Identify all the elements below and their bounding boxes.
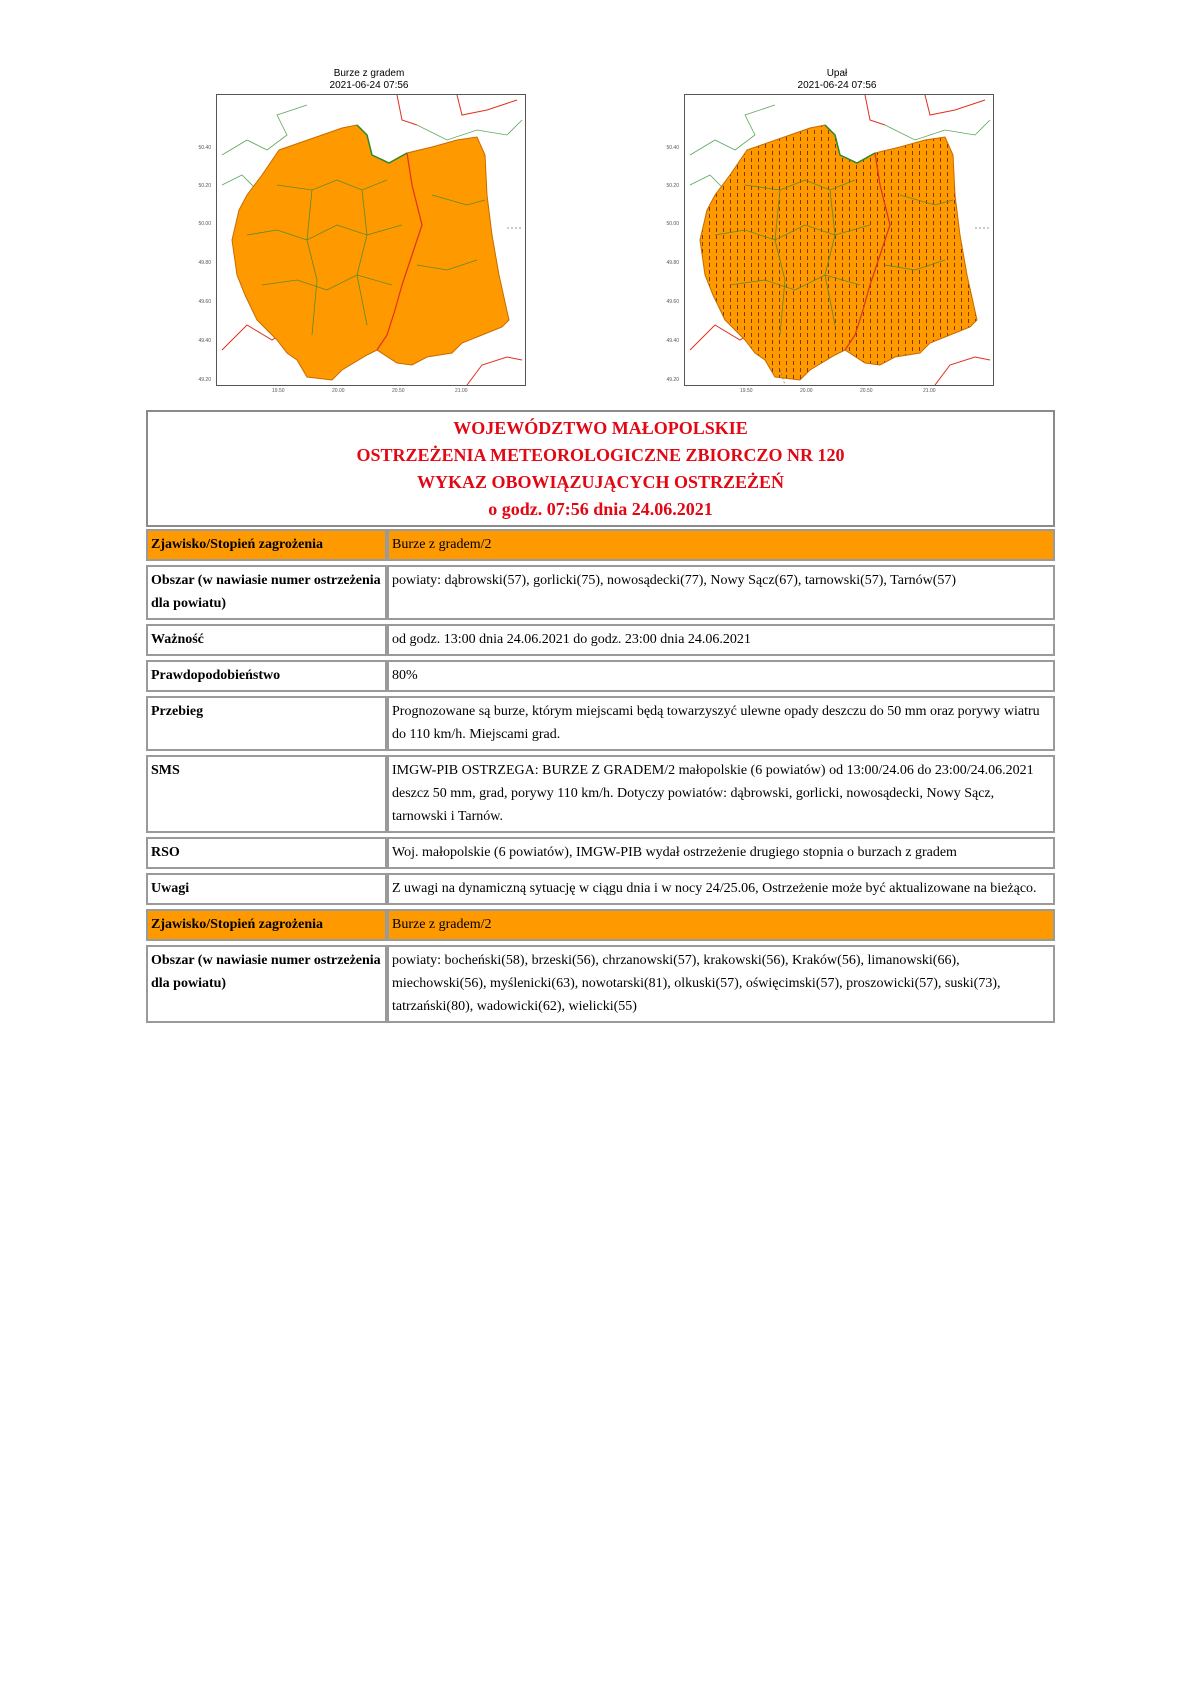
table-row xyxy=(146,755,1055,833)
row-value: Burze z gradem/2 xyxy=(387,529,1055,561)
row-value: powiaty: dąbrowski(57), gorlicki(75), nowosądecki(77), Nowy Sącz(67), tarnowski(57), Tarnów(57) xyxy=(387,565,1055,620)
y-tick: 49.40 xyxy=(198,338,211,344)
row-label: RSO xyxy=(146,837,387,869)
row-label: SMS xyxy=(146,755,387,833)
table-row xyxy=(146,837,1055,869)
row-value: Prognozowane są burze, którym miejscami będą towarzyszyć ulewne opady deszczu do 50 mm oraz porywy wiatru do 110 km/h. Miejscami grad. xyxy=(387,696,1055,751)
report-header xyxy=(146,410,1055,527)
row-label: Obszar (w nawiasie numer ostrzeżenia dla powiatu) xyxy=(146,565,387,620)
y-tick: 49.60 xyxy=(666,299,679,305)
map-frame xyxy=(198,94,526,394)
table-row xyxy=(146,945,1055,1023)
x-tick: 20.50 xyxy=(392,388,405,394)
row-value: IMGW-PIB OSTRZEGA: BURZE Z GRADEM/2 małopolskie (6 powiatów) od 13:00/24.06 do 23:00/24.06.2021 deszcz 50 mm, grad, porywy 110 km/h. Dotyczy powiatów: dąbrowski, gorlicki, nowosądecki, Nowy Sącz, tarnowski i Tarnów. xyxy=(387,755,1055,833)
row-value: od godz. 13:00 dnia 24.06.2021 do godz. 23:00 dnia 24.06.2021 xyxy=(387,624,1055,656)
y-tick: 49.20 xyxy=(666,377,679,383)
y-tick: 50.40 xyxy=(198,145,211,151)
table-row xyxy=(146,696,1055,751)
x-tick: 19.50 xyxy=(272,388,285,394)
y-tick: 50.00 xyxy=(198,221,211,227)
map-upal xyxy=(666,68,1002,394)
header-title: OSTRZEŻENIA METEOROLOGICZNE ZBIORCZO NR 120 xyxy=(356,445,845,465)
row-value: Burze z gradem/2 xyxy=(387,909,1055,941)
region-map xyxy=(217,95,525,385)
x-tick: 19.50 xyxy=(740,388,753,394)
table-row xyxy=(146,873,1055,905)
row-label: Zjawisko/Stopień zagrożenia xyxy=(146,529,387,561)
region-map xyxy=(685,95,993,385)
map-burze-z-gradem xyxy=(198,68,534,394)
table-row xyxy=(146,565,1055,620)
row-label: Obszar (w nawiasie numer ostrzeżenia dla powiatu) xyxy=(146,945,387,1023)
warning-report xyxy=(146,410,1055,1027)
row-label: Zjawisko/Stopień zagrożenia xyxy=(146,909,387,941)
map-timestamp: 2021-06-24 07:56 xyxy=(329,80,409,91)
x-tick: 21.00 xyxy=(455,388,468,394)
y-tick: 49.80 xyxy=(666,260,679,266)
row-label: Uwagi xyxy=(146,873,387,905)
header-datetime: o godz. 07:56 dnia 24.06.2021 xyxy=(488,499,713,519)
header-region: WOJEWÓDZTWO MAŁOPOLSKIE xyxy=(453,418,748,438)
y-tick: 50.40 xyxy=(666,145,679,151)
map-title: Burze z gradem xyxy=(333,68,405,79)
table-row xyxy=(146,909,1055,941)
table-row xyxy=(146,660,1055,692)
table-row xyxy=(146,529,1055,561)
row-value: powiaty: bocheński(58), brzeski(56), chrzanowski(57), krakowski(56), Kraków(56), limanowski(66), miechowski(56), myślenicki(63), nowotarski(81), olkuski(57), oświęcimski(57), proszowicki(57), suski(73), tatrzański(80), wadowicki(62), wielicki(55) xyxy=(387,945,1055,1023)
y-tick: 49.20 xyxy=(198,377,211,383)
y-tick: 49.60 xyxy=(198,299,211,305)
y-tick: 49.40 xyxy=(666,338,679,344)
map-timestamp: 2021-06-24 07:56 xyxy=(797,80,877,91)
x-tick: 21.00 xyxy=(923,388,936,394)
warnings-table xyxy=(146,525,1055,1027)
row-label: Ważność xyxy=(146,624,387,656)
y-tick: 50.20 xyxy=(666,183,679,189)
x-tick: 20.00 xyxy=(800,388,813,394)
y-tick: 49.80 xyxy=(198,260,211,266)
y-tick: 50.00 xyxy=(666,221,679,227)
row-label: Prawdopodobieństwo xyxy=(146,660,387,692)
row-value: Z uwagi na dynamiczną sytuację w ciągu dnia i w nocy 24/25.06, Ostrzeżenie może być aktualizowane na bieżąco. xyxy=(387,873,1055,905)
x-tick: 20.50 xyxy=(860,388,873,394)
map-title: Upał xyxy=(826,68,848,79)
row-label: Przebieg xyxy=(146,696,387,751)
table-row xyxy=(146,624,1055,656)
map-frame xyxy=(666,94,994,394)
x-tick: 20.00 xyxy=(332,388,345,394)
row-value: 80% xyxy=(387,660,1055,692)
y-tick: 50.20 xyxy=(198,183,211,189)
row-value: Woj. małopolskie (6 powiatów), IMGW-PIB wydał ostrzeżenie drugiego stopnia o burzach z gradem xyxy=(387,837,1055,869)
header-subtitle: WYKAZ OBOWIĄZUJĄCYCH OSTRZEŻEŃ xyxy=(416,472,785,492)
